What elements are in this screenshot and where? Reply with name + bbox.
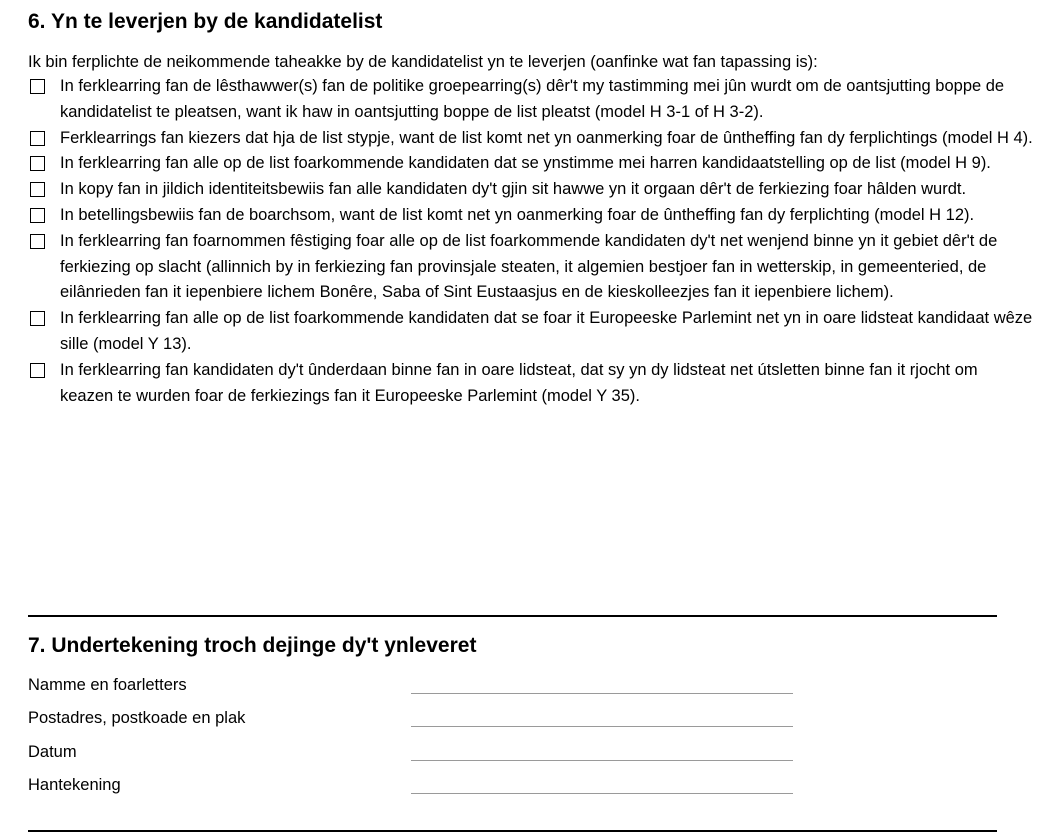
checkbox[interactable] <box>30 182 45 197</box>
checklist-item-text: In ferklearring fan alle op de list foarkommende kandidaten dat se foar it Europeeske Parlemint net yn in oare lidsteat kandidaat wêze sille (model Y 13). <box>60 309 1033 353</box>
name-field-row <box>28 674 798 700</box>
date-field-row <box>28 741 798 767</box>
address-label: Postadres, postkoade en plak <box>28 709 246 727</box>
checkbox[interactable] <box>30 131 45 146</box>
checklist-item <box>28 229 1033 306</box>
checklist-item-text: In ferklearring fan alle op de list foarkommende kandidaten dat se ynstimme mei harren kandidaatstelling op de list (model H 9). <box>60 154 991 173</box>
checklist-item <box>28 177 1033 203</box>
attachment-checklist <box>28 74 1033 409</box>
section-divider <box>28 830 997 832</box>
checklist-item <box>28 306 1033 358</box>
address-field-row <box>28 707 798 733</box>
section-6-title: 6. Yn te leverjen by de kandidatelist <box>28 10 383 33</box>
signature-label: Hantekening <box>28 776 121 794</box>
checkbox[interactable] <box>30 79 45 94</box>
section-7-title: 7. Undertekening troch dejinge dy't ynleveret <box>28 634 477 657</box>
date-label: Datum <box>28 743 77 761</box>
section-divider <box>28 615 997 617</box>
checklist-item-text: In ferklearring fan kandidaten dy't ûnderdaan binne fan in oare lidsteat, dat sy yn dy lidsteat net útsletten binne fan it rjocht om keazen te wurden foar de ferkiezings fan it Europeeske Parlemint (model Y 35). <box>60 360 978 405</box>
signature-field-row <box>28 774 798 800</box>
checklist-item <box>28 151 1033 177</box>
address-input[interactable] <box>411 726 793 727</box>
checkbox[interactable] <box>30 363 45 378</box>
checklist-item <box>28 74 1033 126</box>
name-label: Namme en foarletters <box>28 676 187 694</box>
signature-input[interactable] <box>411 793 793 794</box>
checklist-item-text: In ferklearring fan de lêsthawwer(s) fan de politike groepearring(s) dêr't my tastimming mei jûn wurdt om de oantsjutting boppe de kandidatelist te pleatsen, want ik haw in oantsjutting boppe de list pleatst (model H 3-1 of H 3-2). <box>60 77 1005 121</box>
checklist-item-text: In betellingsbewiis fan de boarchsom, want de list komt net yn oanmerking foar de ûntheffing fan dy ferplichting (model H 12). <box>60 205 975 224</box>
checklist-item-text: In ferklearring fan foarnommen fêstiging foar alle op de list foarkommende kandidaten dy't net wenjend binne yn it gebiet dêr't de ferkiezing op slacht (allinnich by in ferkiezing fan provinsjale steaten, it algemien bestjoer fan in wetterskip, in gemeenteried, de eilânrieden fan it iepenbiere lichem Bonêre, Saba of Sint Eustaasjus en de kieskolleezjes fan it iepenbiere lichem). <box>60 231 998 302</box>
checklist-item-text: In kopy fan in jildich identiteitsbewiis fan alle kandidaten dy't gjin sit hawwe yn it orgaan dêr't de ferkiezing foar hâlden wurdt. <box>60 180 967 199</box>
checkbox[interactable] <box>30 234 45 249</box>
section-6-intro: Ik bin ferplichte de neikommende taheakke by de kandidatelist yn te leverjen (oanfinke wat fan tapassing is): <box>28 53 818 71</box>
checkbox[interactable] <box>30 311 45 326</box>
date-input[interactable] <box>411 760 793 761</box>
checklist-item-text: Ferklearrings fan kiezers dat hja de list stypje, want de list komt net yn oanmerking foar de ûntheffing fan dy ferplichtings (model H 4). <box>60 128 1033 147</box>
checklist-item <box>28 358 1033 410</box>
checkbox[interactable] <box>30 156 45 171</box>
checklist-item <box>28 203 1033 229</box>
name-input[interactable] <box>411 693 793 694</box>
checkbox[interactable] <box>30 208 45 223</box>
checklist-item <box>28 126 1033 152</box>
